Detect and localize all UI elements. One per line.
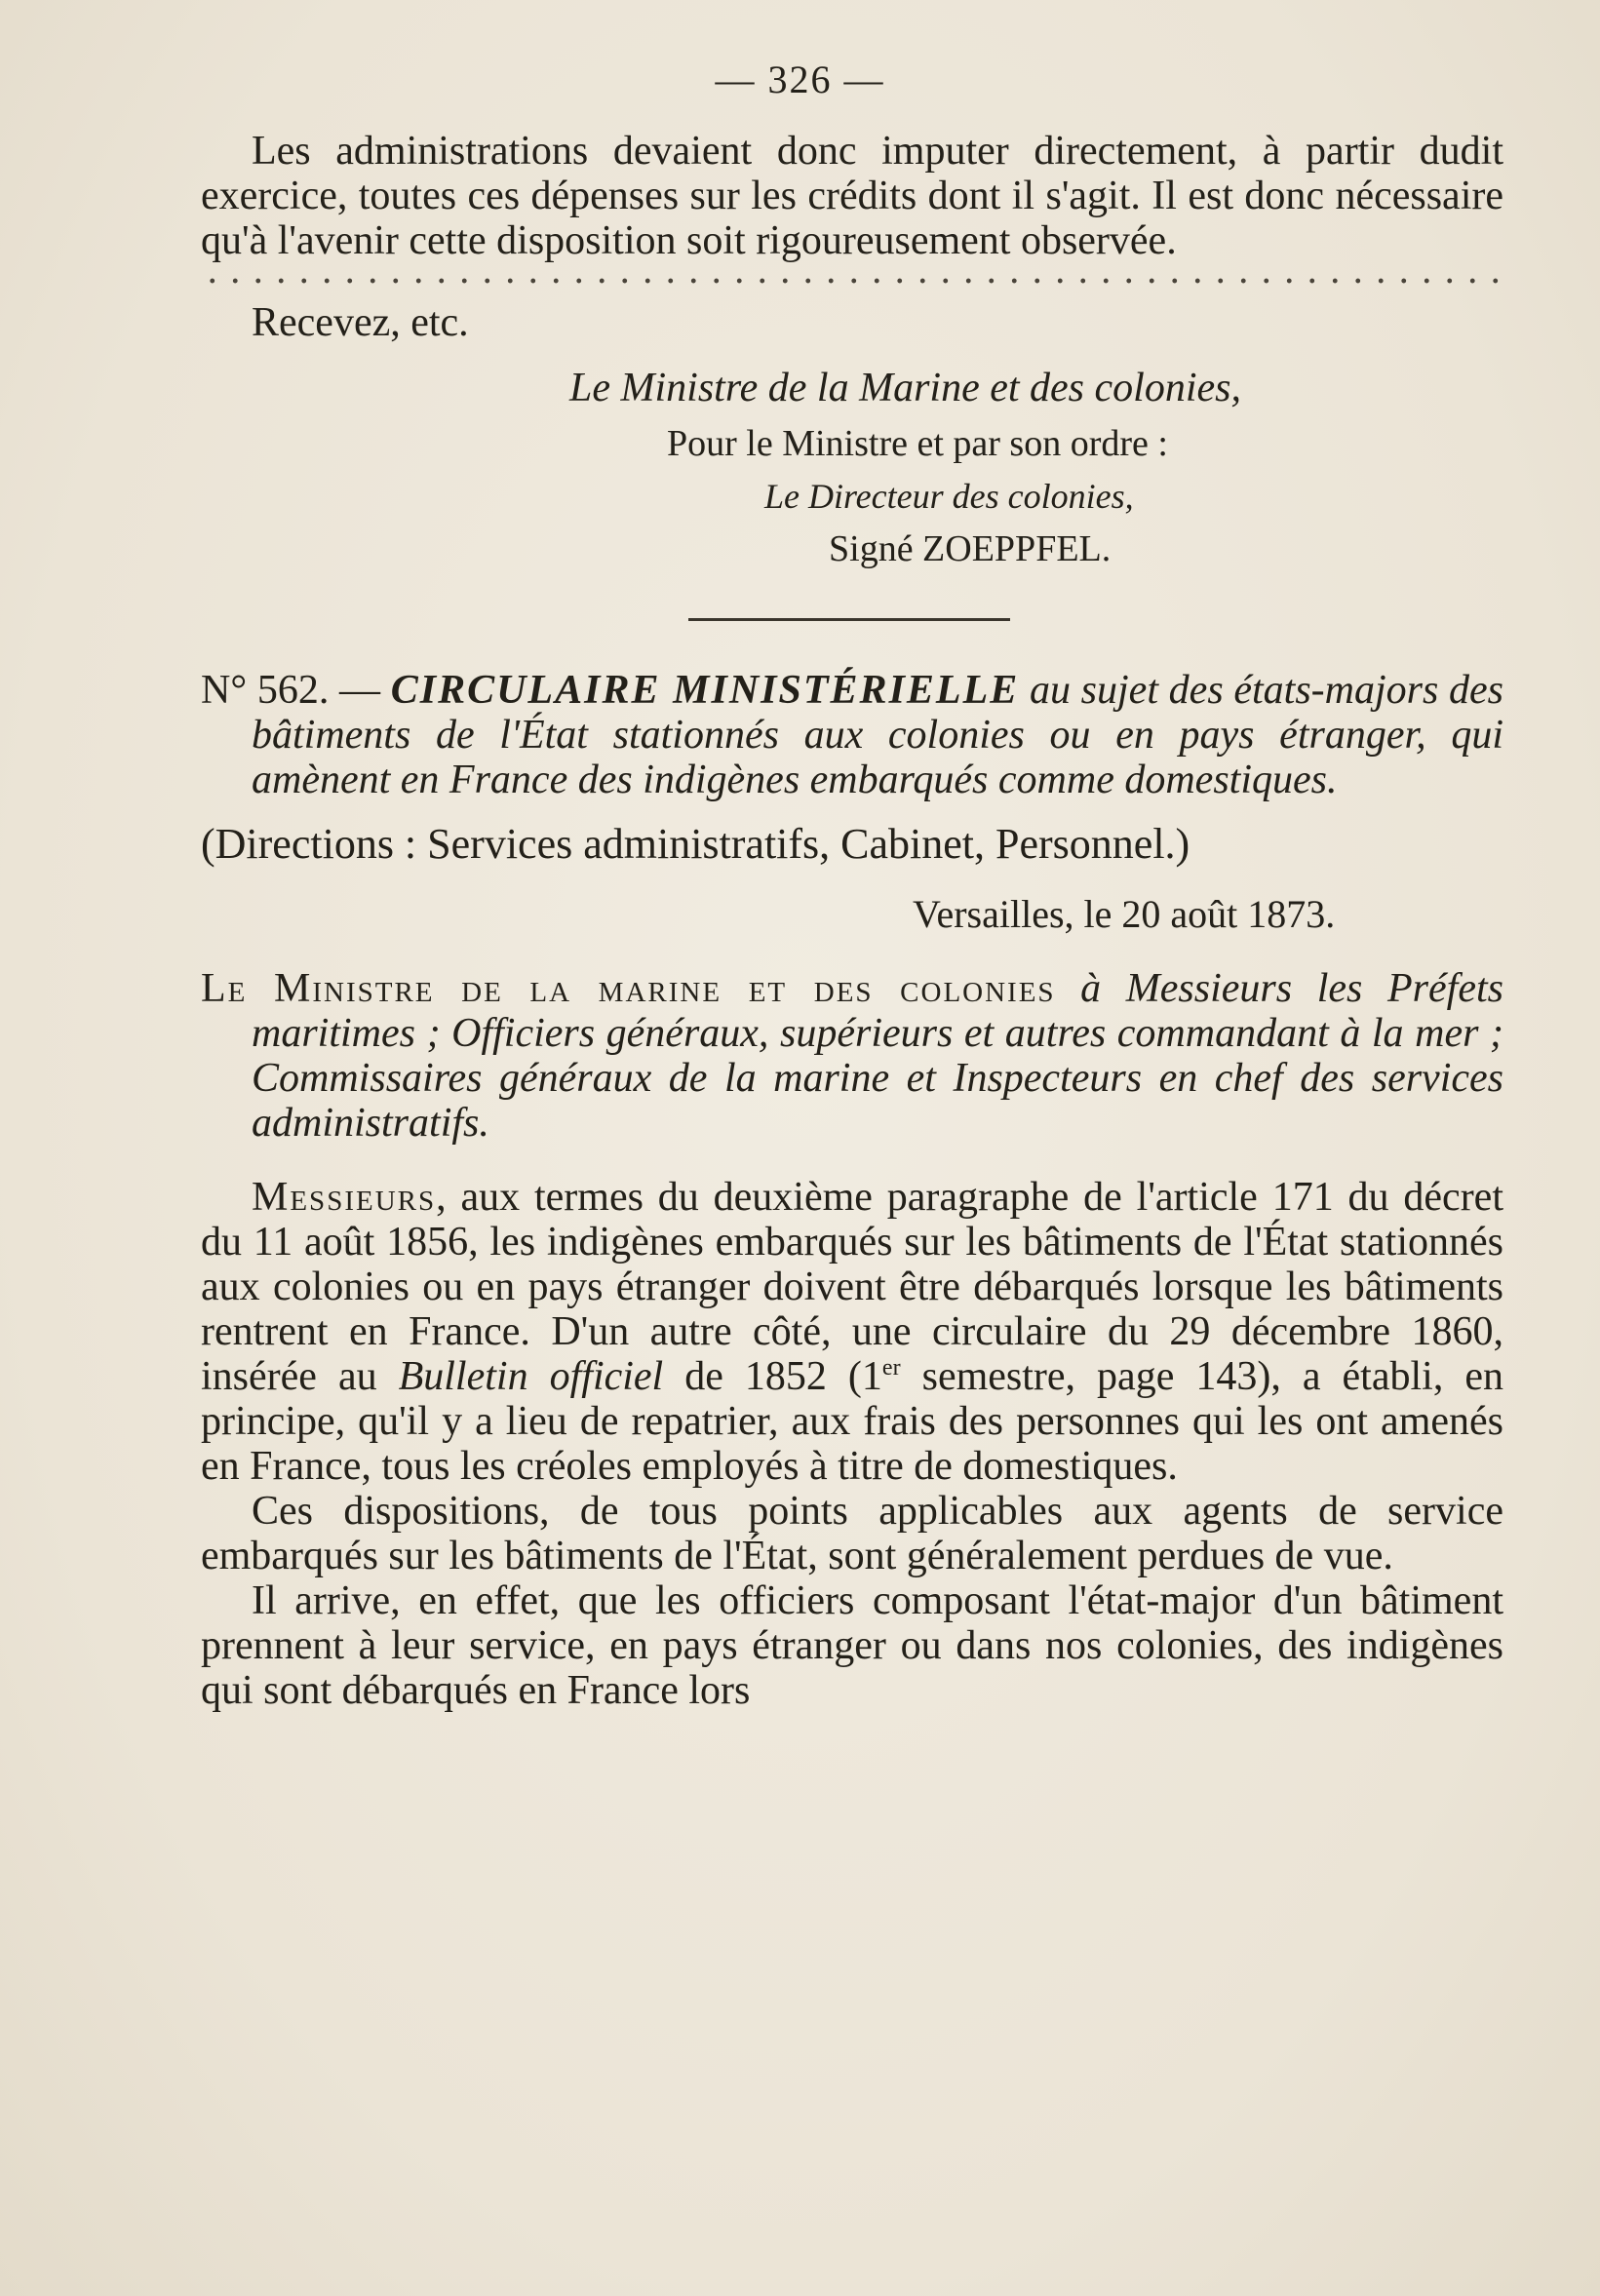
addressee-rest: à Messieurs les Préfets maritimes ; Officiers généraux, supérieurs et autres commandant à la mer ; Commissaires généraux de la marine et Inspecteurs en chef des services administratifs.	[252, 966, 1503, 1146]
body-p1-part2: de 1852 (1	[663, 1354, 882, 1399]
signature-minister: Le Ministre de la Marine et des colonies,	[569, 366, 1241, 410]
signature-block	[201, 359, 1503, 575]
body-paragraph-3: Il arrive, en effet, que les officiers composant l'état-major d'un bâtiment prennent à leur service, en pays étranger ou dans nos colonies, des indigènes qui sont débarqués en France lors	[201, 1578, 1503, 1713]
body-paragraph-2: Ces dispositions, de tous points applicables aux agents de service embarqués sur les bâtiments de l'État, sont généralement perdues de vue.	[201, 1489, 1503, 1578]
body-p1-part3: semestre, page 143), a établi, en principe, qu'il y a lieu de repatrier, aux frais des personnes qui les ont amenés en France, tous les créoles employés à titre de domestiques.	[201, 1354, 1503, 1489]
circular-number: N° 562. —	[201, 668, 381, 713]
addressee-block	[201, 966, 1503, 1146]
circular-subject: au sujet des états-majors des bâtiments de l'État stationnés aux colonies ou en pays étranger, qui amènent en France des indigènes embarqués comme domestiques.	[252, 668, 1504, 802]
top-paragraph: Les administrations devaient donc imputer directement, à partir dudit exercice, toutes ces dépenses sur les crédits dont il s'agit. Il est donc nécessaire qu'à l'avenir cette disposition soit rigoureusement observée.	[201, 129, 1503, 263]
salutation: Messieurs	[252, 1175, 437, 1220]
bulletin-title: Bulletin officiel	[398, 1354, 664, 1399]
circular-heading	[201, 668, 1503, 802]
page-number: — 326 —	[715, 58, 885, 101]
circular-directions: (Directions : Services administratifs, Cabinet, Personnel.)	[201, 820, 1190, 868]
signature-director: Le Directeur des colonies,	[764, 477, 1134, 516]
closing-formula: Recevez, etc.	[252, 300, 469, 345]
main-column	[201, 129, 1503, 1713]
section-rule	[688, 618, 1010, 621]
circular-title: CIRCULAIRE MINISTÉRIELLE	[390, 668, 1020, 713]
ordinal-superscript: er	[881, 1355, 901, 1381]
body-paragraph-1	[201, 1175, 1503, 1489]
dotted-separator	[201, 277, 1503, 285]
body-p1-part1: , aux termes du deuxième paragraphe de l'article 171 du décret du 11 août 1856, les indigènes embarqués sur les bâtiments de l'État stationnés aux colonies ou en pays étranger doivent être débarqués lorsque les bâtiments rentrent en France. D'un autre côté, une circulaire du 29 décembre 1860, insérée au	[201, 1175, 1503, 1399]
circular-place-date: Versailles, le 20 août 1873.	[913, 892, 1336, 936]
signature-signed: Signé ZOEPPFEL.	[829, 528, 1112, 569]
signature-order: Pour le Ministre et par son ordre :	[667, 423, 1168, 464]
addressee-lead: Le Ministre de la marine et des colonies	[201, 966, 1056, 1011]
